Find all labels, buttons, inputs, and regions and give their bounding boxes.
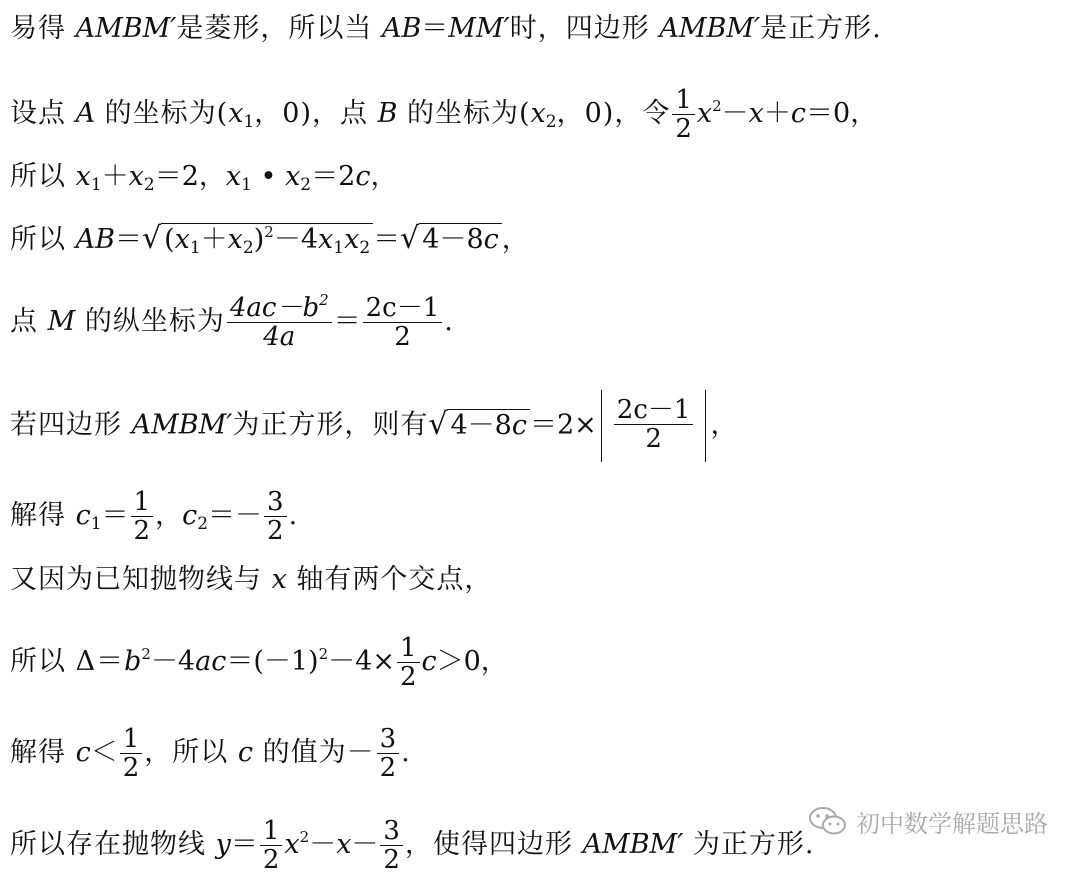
line-5: 点 M 的纵坐标为 $\frac{4ac-b^2}{4a}$ ＝ $\frac{2c-1}{2}$ . [10, 291, 453, 352]
square-root: √ 4－8c [400, 222, 502, 257]
square-root: √ 4－8c [428, 408, 530, 443]
watermark [808, 806, 1048, 836]
line-10: 解得 c＜ $\frac{1}{2}$ ，所以 c 的值为－ $\frac{3}{2}$ . [10, 724, 410, 783]
square-root: √ $(x_1+x_2)^2-4x_1x_2$ [142, 222, 373, 257]
line-1: 易得 AMBM′是菱形，所以当 AB＝MM′时，四边形 AMBM′是正方形. [10, 13, 882, 44]
fraction: $\frac{3}{2}$ [380, 817, 403, 874]
line-2: 设点 A 的坐标为($x_1$，0)，点 B 的坐标为($x_2$，0)，令 $\frac{1}{2}$ $x^2-x+c=0$， [10, 85, 878, 144]
line-4: 所以 AB＝√ $(x_1+x_2)^2-4x_1x_2$ ＝√ 4－8c ， [10, 221, 529, 258]
fraction: $\frac{3}{2}$ [377, 725, 400, 782]
line-11: 所以存在抛物线 y＝ $\frac{1}{2}$ $x^2-x-$ $\frac{3}{2}$ ，使得四边形 AMBM′ 为正方形. [10, 816, 815, 875]
line-8: 又因为已知抛物线与 x 轴有两个交点， [10, 564, 493, 595]
line-3: 所以 $x_1+x_2=2$，$x_1$ • $x_2=2c$， [10, 161, 398, 195]
fraction: $\frac{1}{2}$ [260, 817, 283, 874]
fraction: $\frac{4ac-b^2}{4a}$ [227, 294, 332, 351]
line-6: 若四边形 AMBM′为正方形，则有√ 4－8c ＝2× $\frac{2c-1}{2}$ ， [10, 390, 1074, 462]
watermark-text: 初中数学解题思路 [856, 809, 1048, 838]
fraction: $\frac{2c-1}{2}$ [363, 294, 443, 351]
line-9: 所以 $\Delta=b^2-4ac=(-1)^2-4\times$ $\frac{1}{2}$ c＞0， [10, 633, 508, 692]
absolute-value [601, 390, 707, 462]
wechat-icon [808, 806, 848, 836]
fraction: $\frac{1}{2}$ [672, 86, 695, 143]
fraction: $\frac{3}{2}$ [264, 488, 287, 545]
fraction: $\frac{1}{2}$ [131, 488, 154, 545]
line-7: 解得 $c_1=$ $\frac{1}{2}$ ，$c_2=-$ $\frac{3}{2}$ . [10, 487, 298, 546]
fraction: $\frac{1}{2}$ [120, 725, 143, 782]
fraction: $\frac{2c-1}{2}$ [614, 396, 694, 453]
fraction: $\frac{1}{2}$ [397, 634, 420, 691]
